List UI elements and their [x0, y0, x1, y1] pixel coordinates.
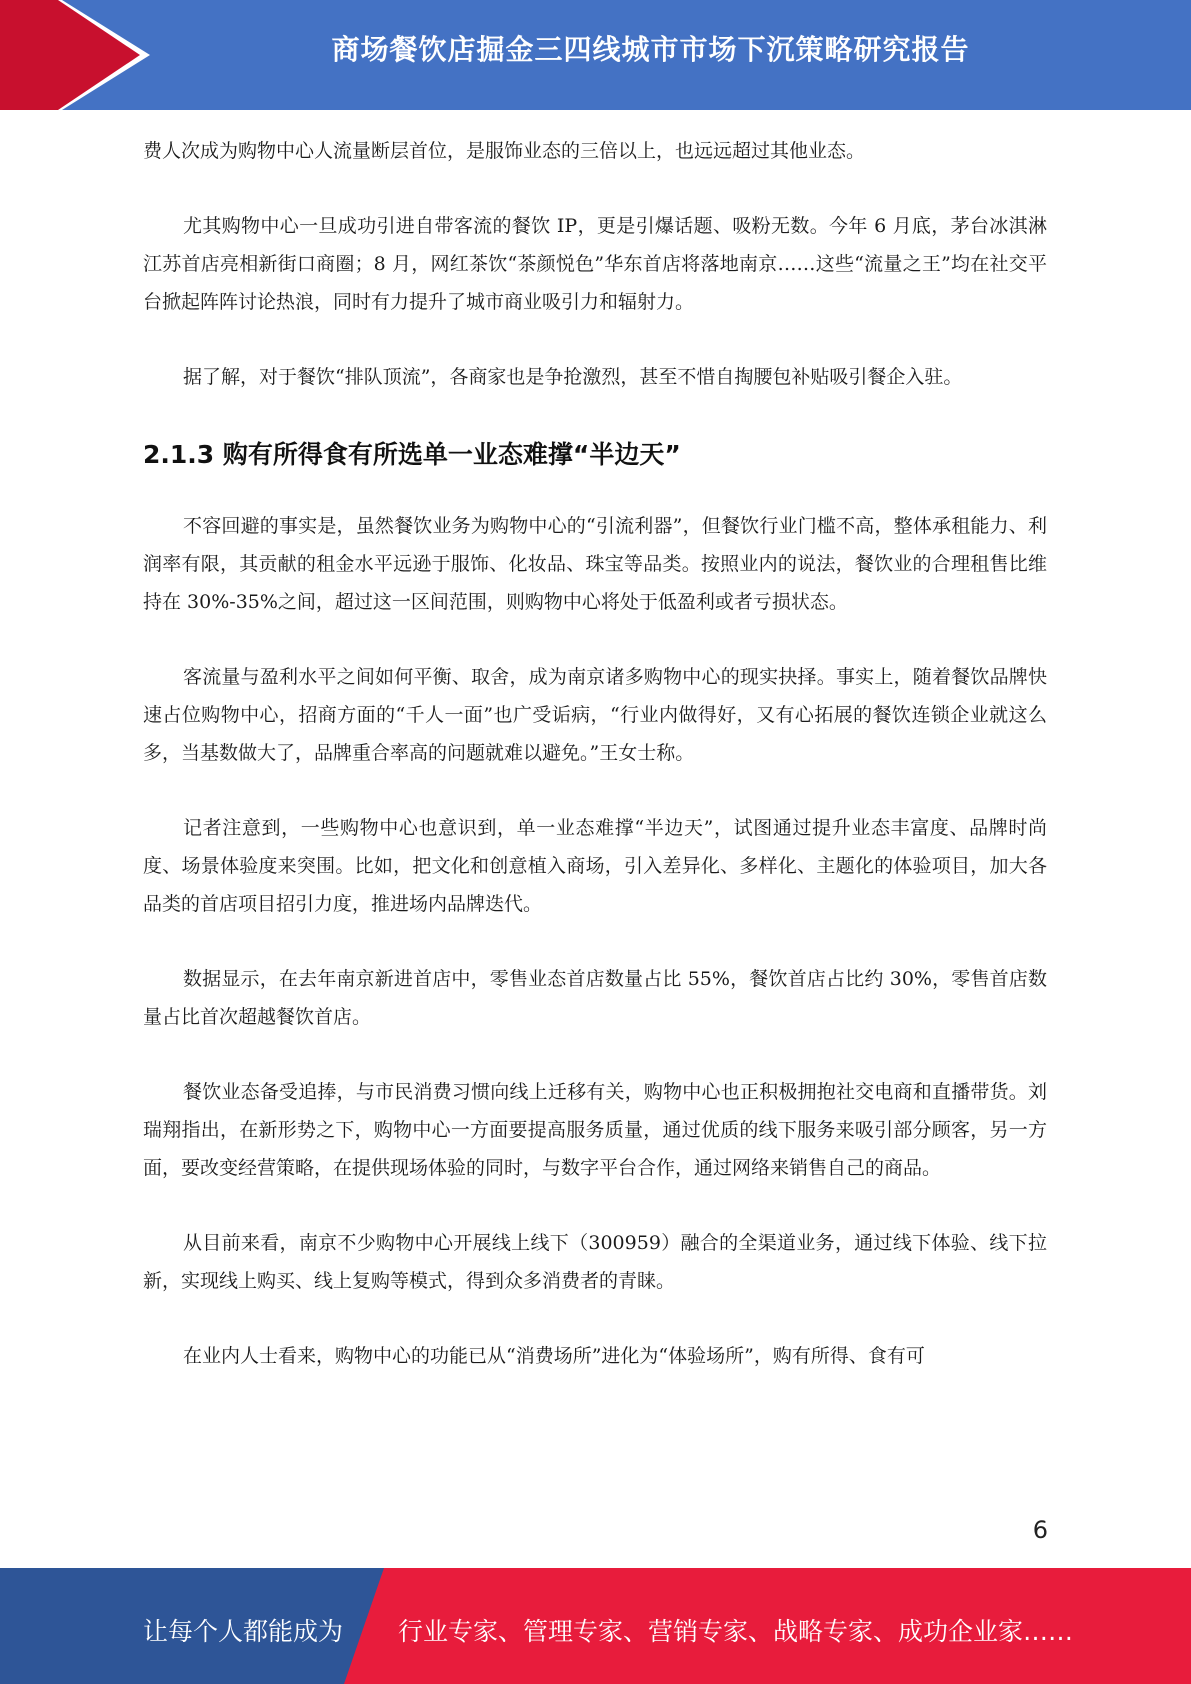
- page-header: [0, 0, 1191, 110]
- report-title: 商场餐饮店掘金三四线城市市场下沉策略研究报告: [331, 33, 970, 66]
- paragraph: 餐饮业态备受追捧，与市民消费习惯向线上迁移有关，购物中心也正积极拥抱社交电商和直播带货。刘瑞翔指出，在新形势之下，购物中心一方面要提高服务质量，通过优质的线下服务来吸引部分顾客，另一方面，要改变经营策略，在提供现场体验的同时，与数字平台合作，通过网络来销售自己的商品。: [143, 1081, 1047, 1179]
- section-heading: 2.1.3 购有所得食有所选单一业态难撑“半边天”: [143, 440, 681, 469]
- paragraph: 据了解，对于餐饮“排队顶流”，各商家也是争抢激烈，甚至不惜自掏腰包补贴吸引餐企入驻。: [183, 366, 963, 388]
- page-number: 6: [1032, 1516, 1048, 1544]
- paragraph: 客流量与盈利水平之间如何平衡、取舍，成为南京诸多购物中心的现实抉择。事实上，随着餐饮品牌快速占位购物中心，招商方面的“千人一面”也广受诟病，“行业内做得好，又有心拓展的餐饮连锁企业就这么多，当基数做大了，品牌重合率高的问题就难以避免。”王女士称。: [143, 666, 1047, 764]
- paragraph: 尤其购物中心一旦成功引进自带客流的餐饮 IP，更是引爆话题、吸粉无数。今年 6 月底，茅台冰淇淋江苏首店亮相新街口商圈；8 月，网红茶饮“茶颜悦色”华东首店将落地南京……这些“流量之王”均在社交平台掀起阵阵讨论热浪，同时有力提升了城市商业吸引力和辐射力。: [143, 215, 1047, 313]
- paragraph: 不容回避的事实是，虽然餐饮业务为购物中心的“引流利器”，但餐饮行业门槛不高，整体承租能力、利润率有限，其贡献的租金水平远逊于服饰、化妆品、珠宝等品类。按照业内的说法，餐饮业的合理租售比维持在 30%-35%之间，超过这一区间范围，则购物中心将处于低盈利或者亏损状态。: [143, 515, 1047, 613]
- paragraph-continuation: 费人次成为购物中心人流量断层首位，是服饰业态的三倍以上，也远远超过其他业态。: [143, 140, 866, 162]
- paragraph: 数据显示，在去年南京新进首店中，零售业态首店数量占比 55%，餐饮首店占比约 30%，零售首店数量占比首次超越餐饮首店。: [143, 968, 1047, 1028]
- paragraph: 在业内人士看来，购物中心的功能已从“消费场所”进化为“体验场所”，购有所得、食有可: [183, 1345, 925, 1367]
- footer-slogan-left: 让每个人都能成为: [143, 1617, 344, 1646]
- footer-slogan-right: 行业专家、管理专家、营销专家、战略专家、成功企业家……: [398, 1617, 1074, 1646]
- page-footer: [0, 1568, 1191, 1684]
- document-body: [143, 132, 1047, 1412]
- paragraph: 从目前来看，南京不少购物中心开展线上线下（300959）融合的全渠道业务，通过线下体验、线下拉新，实现线上购买、线上复购等模式，得到众多消费者的青睐。: [143, 1232, 1047, 1292]
- paragraph: 记者注意到，一些购物中心也意识到，单一业态难撑“半边天”，试图通过提升业态丰富度、品牌时尚度、场景体验度来突围。比如，把文化和创意植入商场，引入差异化、多样化、主题化的体验项目，加大各品类的首店项目招引力度，推进场内品牌迭代。: [143, 817, 1047, 915]
